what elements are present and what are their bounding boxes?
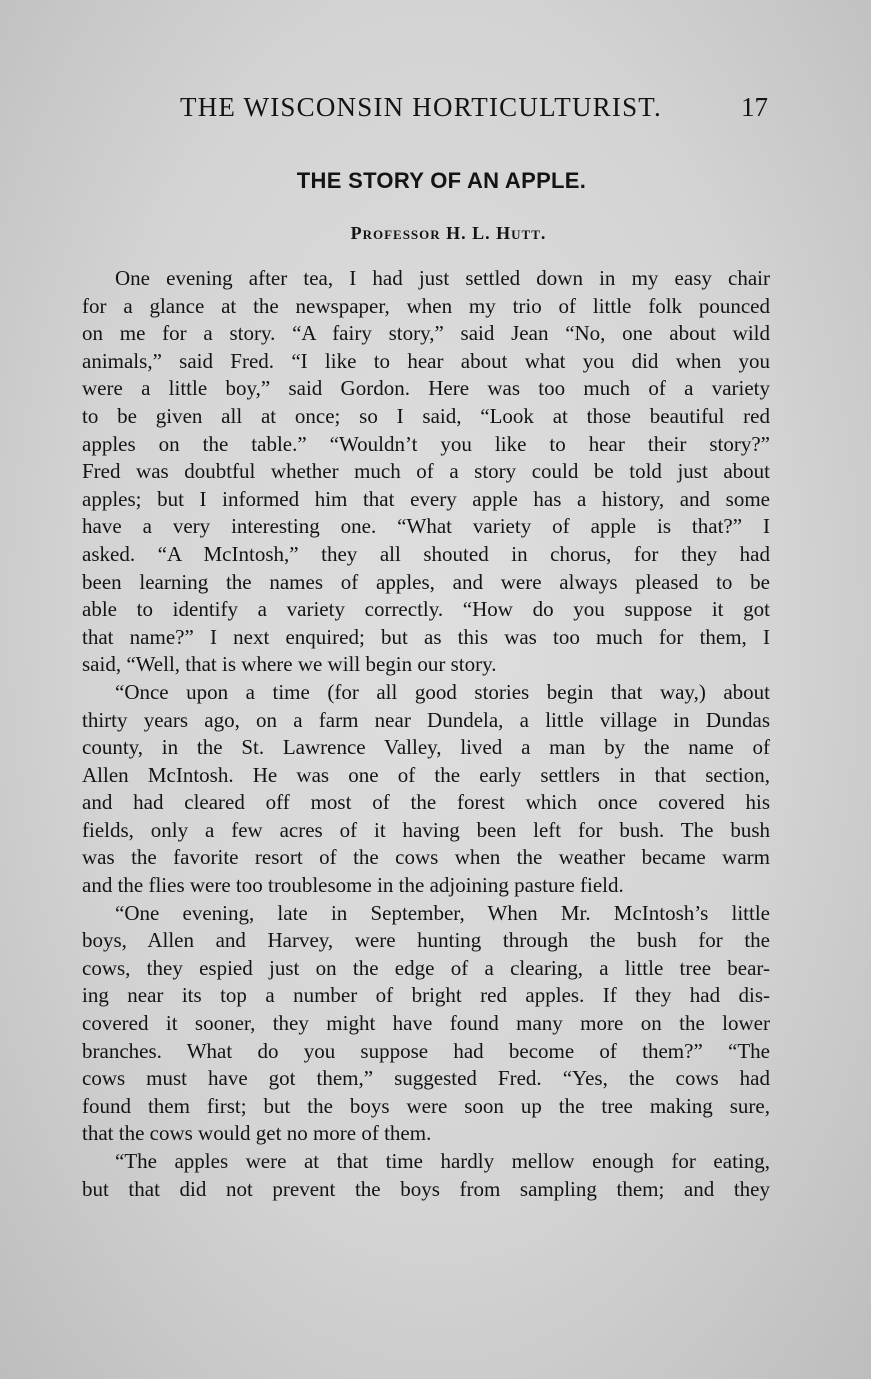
article-title: THE STORY OF AN APPLE. — [296, 168, 587, 193]
body-line: Fred was doubtful whether much of a story could be told just about — [82, 459, 770, 484]
body-line: covered it sooner, they might have found many more on the lower — [82, 1011, 770, 1036]
body-line: able to identify a variety correctly. “How do you suppose it got — [82, 597, 770, 622]
body-line: on me for a story. “A fairy story,” said Jean “No, one about wild — [82, 321, 770, 346]
body-line: boys, Allen and Harvey, were hunting through the bush for the — [82, 928, 770, 953]
body-line: for a glance at the newspaper, when my trio of little folk pounced — [82, 293, 770, 318]
page-number: 17 — [741, 92, 768, 122]
body-line: were a little boy,” said Gordon. Here was too much of a variety — [82, 376, 770, 401]
body-line: and had cleared off most of the forest which once covered his — [82, 790, 770, 815]
body-line: cows must have got them,” suggested Fred. “Yes, the cows had — [82, 1066, 770, 1091]
body-line: branches. What do you suppose had become of them?” “The — [82, 1038, 770, 1063]
body-line: asked. “A McIntosh,” they all shouted in chorus, for they had — [82, 541, 770, 566]
body-line: apples; but I informed him that every apple has a history, and some — [82, 486, 770, 511]
body-line: that name?” I next enquired; but as this was too much for them, I — [82, 624, 770, 649]
body-line: that the cows would get no more of them. — [82, 1121, 432, 1146]
body-line: county, in the St. Lawrence Valley, lived a man by the name of — [82, 735, 770, 760]
body-line: ing near its top a number of bright red apples. If they had dis- — [82, 983, 770, 1008]
body-line: cows, they espied just on the edge of a clearing, a little tree bear- — [82, 955, 770, 980]
body-line: and the flies were too troublesome in the adjoining pasture field. — [82, 873, 624, 898]
body-line: “The apples were at that time hardly mellow enough for eating, — [115, 1149, 770, 1173]
body-line: found them first; but the boys were soon up the tree making sure, — [82, 1093, 770, 1118]
body-line: been learning the names of apples, and were always pleased to be — [82, 569, 770, 594]
article-byline: Professor H. L. Hutt. — [350, 223, 547, 243]
body-line: thirty years ago, on a farm near Dundela, a little village in Dundas — [82, 707, 770, 732]
running-head — [0, 92, 871, 132]
body-line: to be given all at once; so I said, “Look at those beautiful red — [82, 403, 770, 428]
body-line: but that did not prevent the boys from sampling them; and they — [82, 1176, 770, 1201]
body-line: Allen McIntosh. He was one of the early settlers in that section, — [82, 762, 770, 787]
body-line: One evening after tea, I had just settled down in my easy chair — [115, 266, 770, 290]
journal-title: THE WISCONSIN HORTICULTURIST. — [180, 92, 662, 122]
body-line: “One evening, late in September, When Mr. McIntosh’s little — [115, 900, 770, 925]
body-line: said, “Well, that is where we will begin our story. — [82, 652, 497, 677]
body-line: fields, only a few acres of it having been left for bush. The bush — [82, 817, 770, 842]
article-body — [82, 265, 770, 1203]
body-line: apples on the table.” “Wouldn’t you like to hear their story?” — [82, 431, 770, 456]
body-line: animals,” said Fred. “I like to hear about what you did when you — [82, 348, 770, 373]
body-line: “Once upon a time (for all good stories begin that way,) about — [115, 679, 770, 704]
body-line: have a very interesting one. “What variety of apple is that?” I — [82, 514, 770, 539]
body-line: was the favorite resort of the cows when the weather became warm — [82, 845, 770, 870]
